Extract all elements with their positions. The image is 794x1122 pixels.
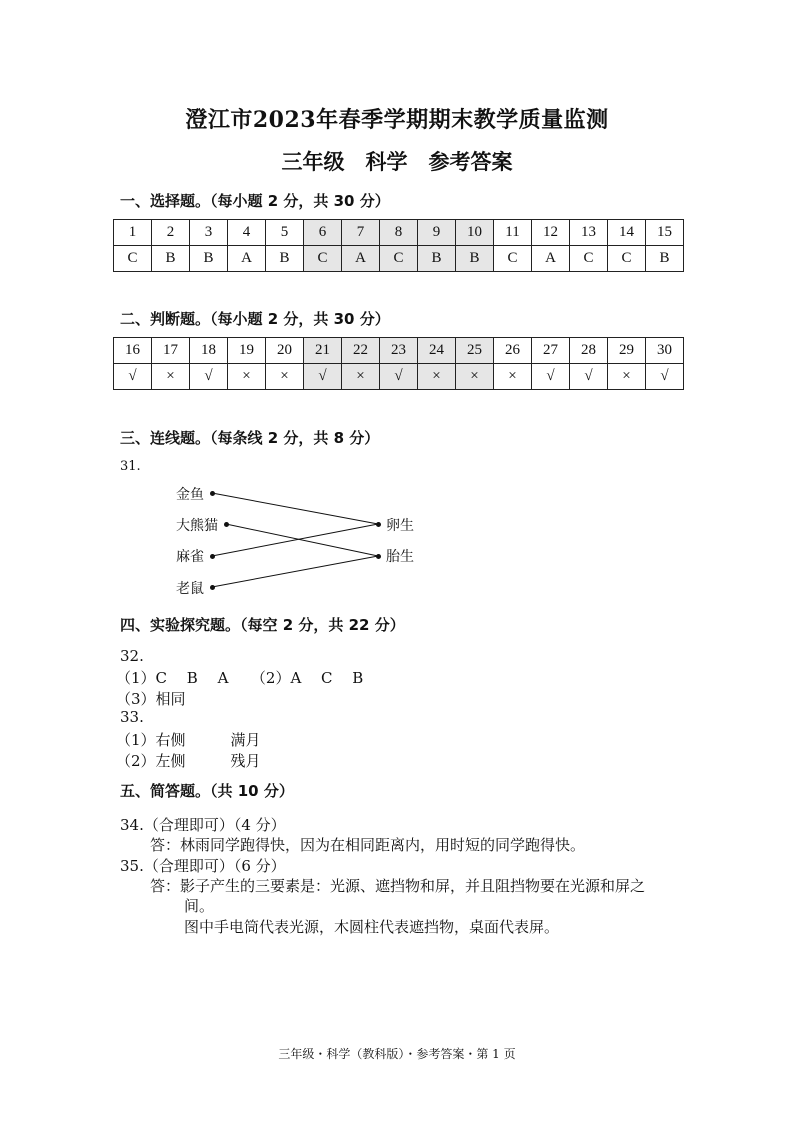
table-cell: 24 (418, 338, 456, 364)
table-cell: B (646, 246, 684, 272)
table-cell: √ (646, 364, 684, 390)
question-number-31: 31. (120, 459, 141, 474)
table-cell: A (228, 246, 266, 272)
table-cell: 8 (380, 220, 418, 246)
table-cell: 16 (114, 338, 152, 364)
table-cell: B (190, 246, 228, 272)
right-item-viviparous: 胎生 (386, 549, 414, 565)
q35-answer-line1-cont: 间。 (184, 897, 215, 915)
table-cell: 12 (532, 220, 570, 246)
table-cell: 29 (608, 338, 646, 364)
table-cell: 10 (456, 220, 494, 246)
page-footer: 三年级・科学（教科版）・参考答案・第 1 页 (278, 1047, 516, 1061)
table-cell: 15 (646, 220, 684, 246)
page-title: 澄江市2023年春季学期期末教学质量监测 (185, 107, 609, 133)
table-cell: 26 (494, 338, 532, 364)
dot-sparrow (210, 554, 215, 559)
table-cell: C (380, 246, 418, 272)
table-cell: 22 (342, 338, 380, 364)
table-cell: C (570, 246, 608, 272)
table-cell: √ (532, 364, 570, 390)
table-cell: × (228, 364, 266, 390)
dot-goldfish (210, 491, 215, 496)
table-cell: 20 (266, 338, 304, 364)
table-cell: A (532, 246, 570, 272)
q32-answer-line1: （1）C B A （2）A C B (116, 669, 364, 687)
table-cell: 13 (570, 220, 608, 246)
dot-viviparous (376, 554, 381, 559)
table-cell: 2 (152, 220, 190, 246)
q35-heading: 35.（合理即可）（6 分） (120, 857, 286, 875)
table-cell: A (342, 246, 380, 272)
section-heading-choice: 一、选择题。（每小题 2 分，共 30 分） (120, 192, 390, 210)
q32-answer-line2: （3）相同 (116, 690, 186, 708)
section-heading-experiment: 四、实验探究题。（每空 2 分，共 22 分） (120, 616, 405, 634)
table-cell: × (152, 364, 190, 390)
question-number-33: 33. (120, 708, 144, 726)
q35-answer-line2: 图中手电筒代表光源，木圆柱代表遮挡物，桌面代表屏。 (184, 918, 560, 936)
table-cell: 18 (190, 338, 228, 364)
left-item-mouse: 老鼠 (176, 581, 204, 597)
question-number-32: 32. (120, 647, 144, 665)
table-cell: 11 (494, 220, 532, 246)
table-cell: 1 (114, 220, 152, 246)
left-item-sparrow: 麻雀 (176, 549, 204, 565)
table-cell: C (494, 246, 532, 272)
q33-answer-line2: （2）左侧 残月 (116, 752, 261, 770)
table-cell: × (456, 364, 494, 390)
table-cell: √ (304, 364, 342, 390)
table-cell: 5 (266, 220, 304, 246)
table-cell: C (608, 246, 646, 272)
table-cell: 6 (304, 220, 342, 246)
table-cell: × (342, 364, 380, 390)
q34-answer: 答：林雨同学跑得快，因为在相同距离内，用时短的同学跑得快。 (150, 836, 586, 854)
left-item-goldfish: 金鱼 (176, 487, 204, 503)
table-cell: 28 (570, 338, 608, 364)
table-cell: × (418, 364, 456, 390)
table-cell: × (494, 364, 532, 390)
page-subtitle: 三年级 科学 参考答案 (281, 149, 513, 174)
dot-panda (224, 522, 229, 527)
table-cell: 30 (646, 338, 684, 364)
q33-answer-line1: （1）右侧 满月 (116, 731, 261, 749)
table-cell: √ (190, 364, 228, 390)
table-cell: × (266, 364, 304, 390)
table-cell: 27 (532, 338, 570, 364)
table-cell: B (266, 246, 304, 272)
table-cell: B (418, 246, 456, 272)
left-item-panda: 大熊猫 (176, 518, 218, 534)
table-cell: 4 (228, 220, 266, 246)
table-cell: 9 (418, 220, 456, 246)
match-line-goldfish (212, 493, 378, 524)
table-cell: √ (114, 364, 152, 390)
table-cell: × (608, 364, 646, 390)
q35-answer-line1: 答：影子产生的三要素是：光源、遮挡物和屏，并且阻挡物要在光源和屏之 (150, 877, 646, 895)
section-heading-matching: 三、连线题。（每条线 2 分，共 8 分） (120, 429, 380, 447)
dot-oviparous (376, 522, 381, 527)
table-cell: B (456, 246, 494, 272)
table-cell: √ (380, 364, 418, 390)
table-cell: 7 (342, 220, 380, 246)
table-cell: 23 (380, 338, 418, 364)
right-item-oviparous: 卵生 (386, 518, 414, 534)
table-cell: B (152, 246, 190, 272)
q34-heading: 34.（合理即可）（4 分） (120, 816, 286, 834)
dot-mouse (210, 585, 215, 590)
table-cell: 25 (456, 338, 494, 364)
section-heading-short-answer: 五、简答题。（共 10 分） (120, 782, 294, 800)
table-cell: 17 (152, 338, 190, 364)
table-cell: 14 (608, 220, 646, 246)
table-cell: C (114, 246, 152, 272)
table-cell: 19 (228, 338, 266, 364)
table-cell: C (304, 246, 342, 272)
table-cell: 21 (304, 338, 342, 364)
table-cell: 3 (190, 220, 228, 246)
match-line-mouse (212, 556, 378, 587)
section-heading-judge: 二、判断题。（每小题 2 分，共 30 分） (120, 310, 390, 328)
table-cell: √ (570, 364, 608, 390)
